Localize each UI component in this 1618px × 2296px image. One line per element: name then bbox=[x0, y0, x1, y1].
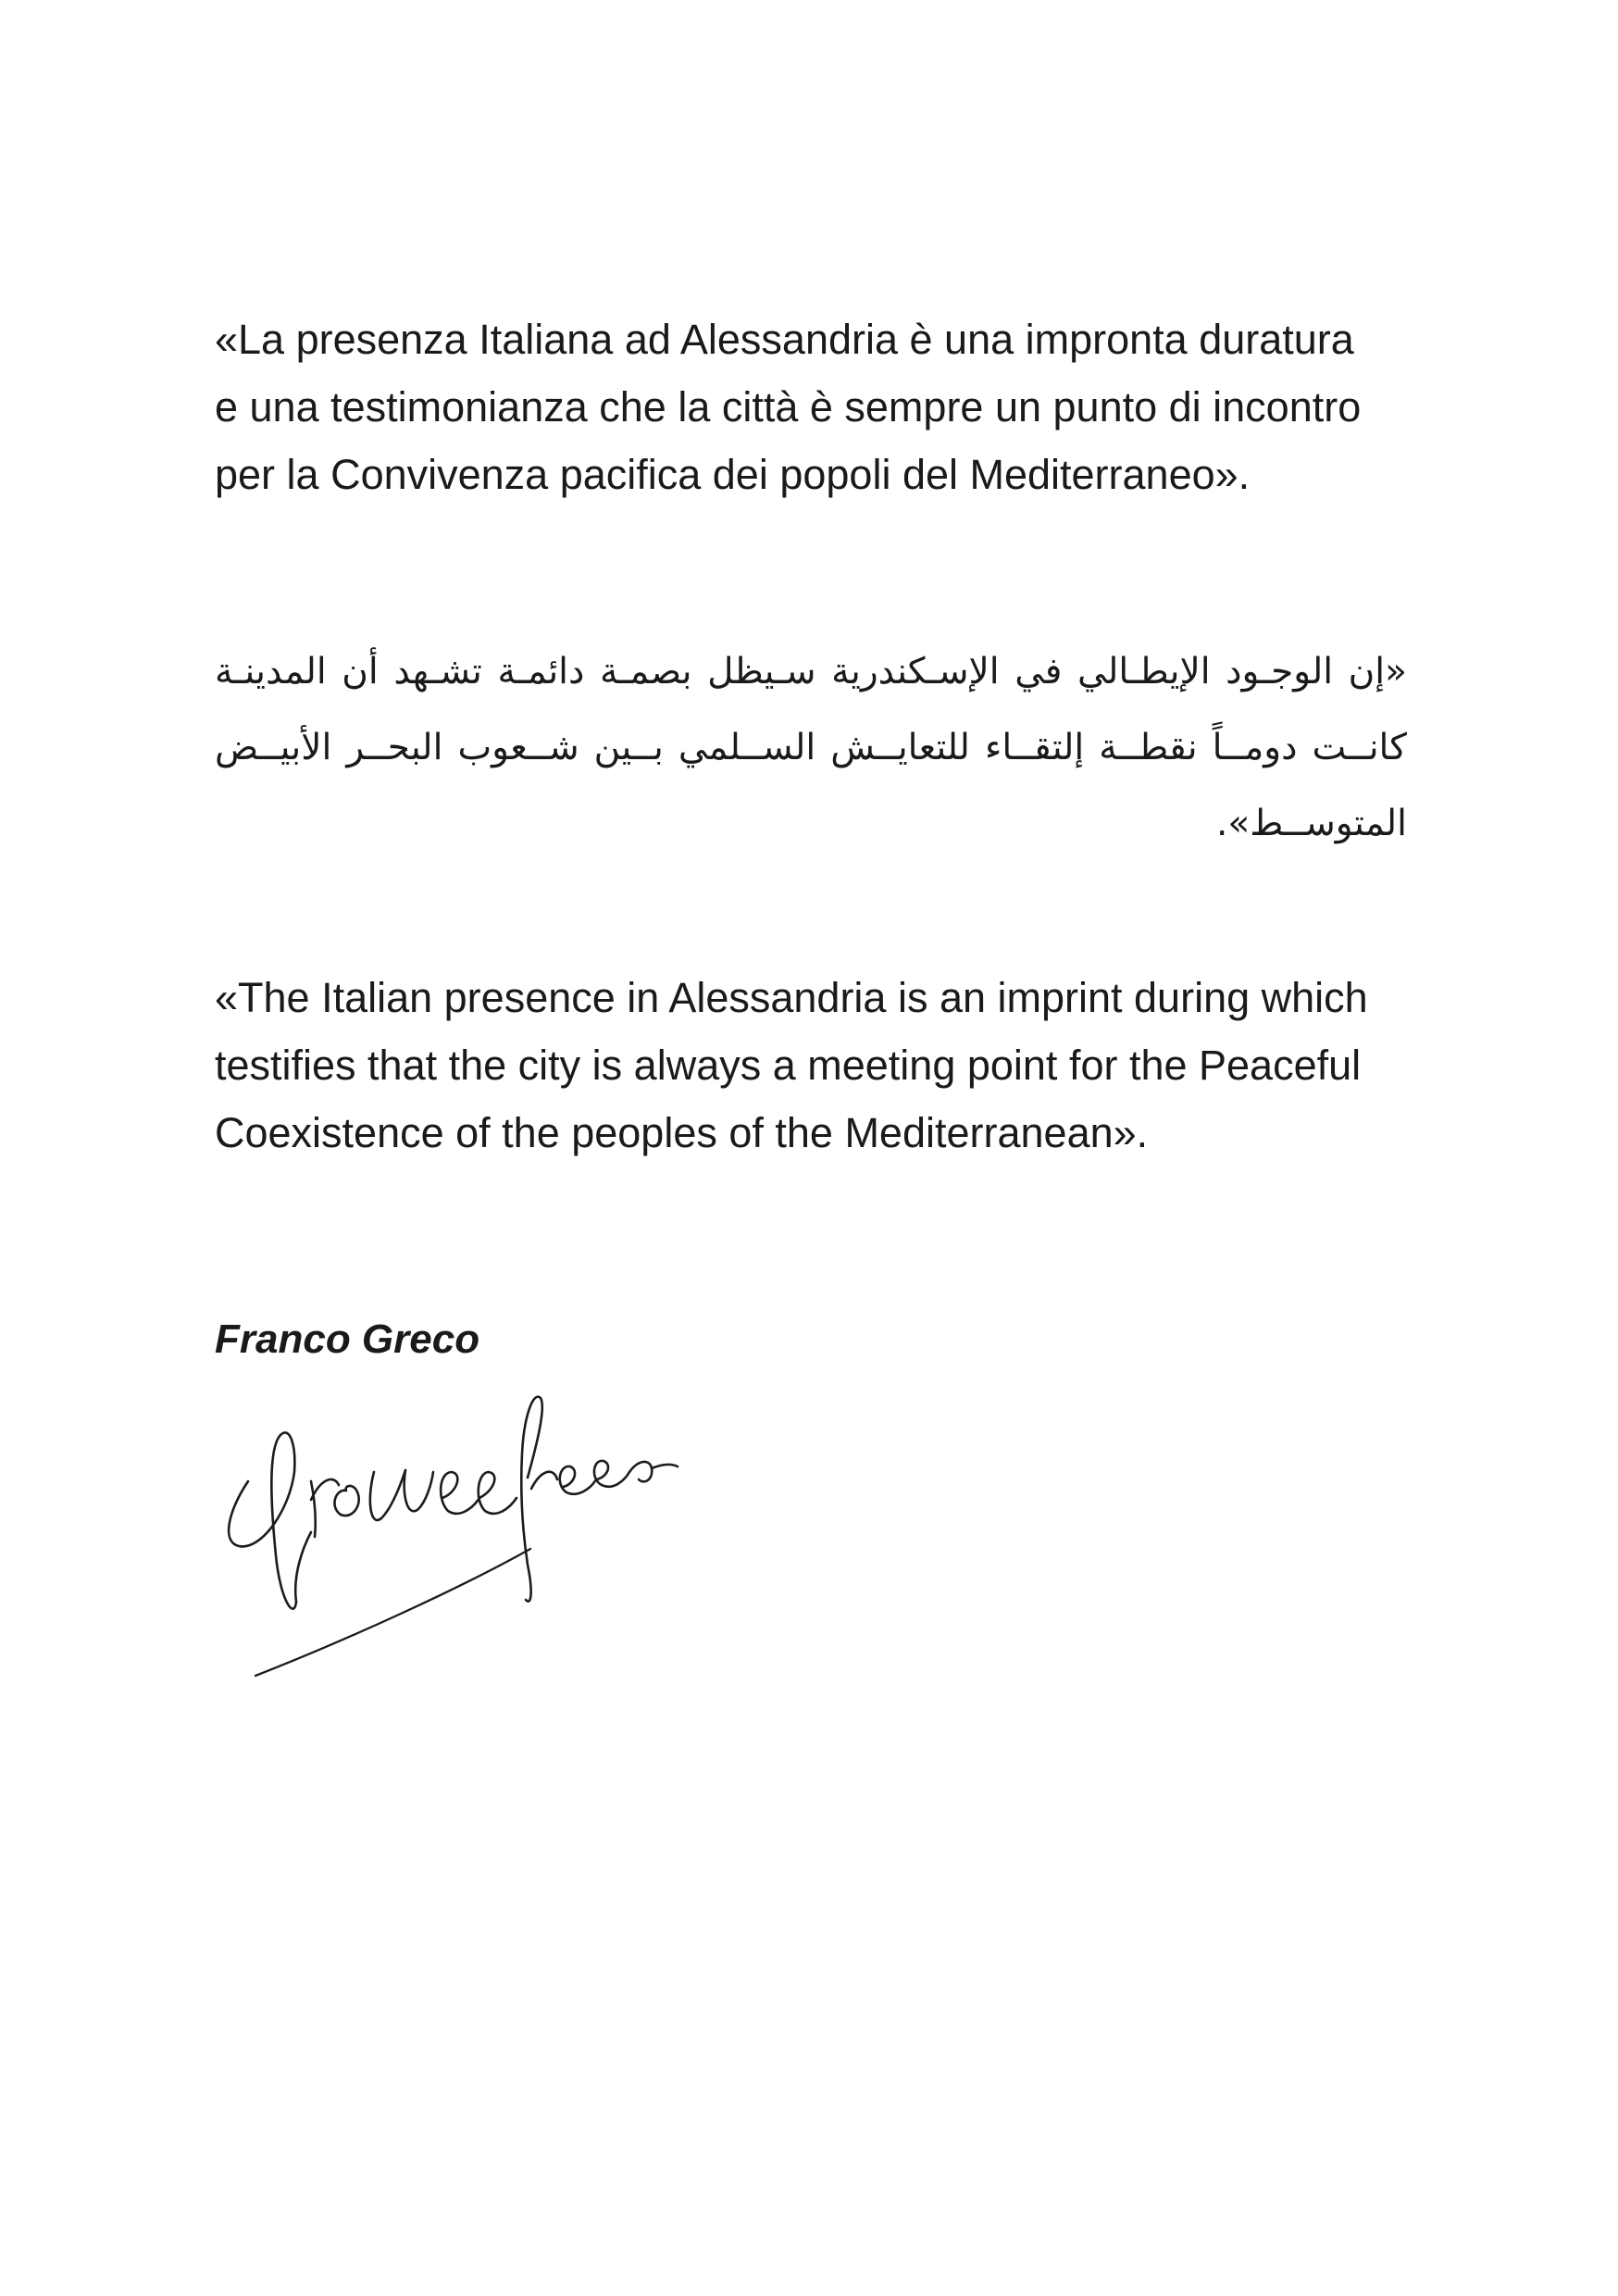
author-name: Franco Greco bbox=[215, 1316, 480, 1362]
arabic-quote bbox=[215, 634, 1407, 862]
english-quote-line: Coexistence of the peoples of the Mediterranean». bbox=[215, 1109, 1149, 1156]
arabic-quote-line: «إن الوجـود الإيطـالي في الإسـكندرية سـيظل بصمـة دائمـة تشـهد أن المدينـة bbox=[215, 651, 1407, 693]
arabic-quote-line: كانــت دومــاً نقطــة إلتقــاء للتعايــش الســلمي بــين شــعوب البحــر الأبيــض bbox=[215, 727, 1407, 768]
arabic-quote-line: المتوســط». bbox=[1216, 803, 1407, 844]
italian-quote bbox=[215, 306, 1418, 508]
italian-quote-line: per la Convivenza pacifica dei popoli del Mediterraneo». bbox=[215, 451, 1251, 498]
italian-quote-line: «La presenza Italiana ad Alessandria è una impronta duratura bbox=[215, 316, 1354, 363]
handwritten-signature bbox=[211, 1370, 711, 1685]
english-quote bbox=[215, 964, 1418, 1167]
italian-quote-line: e una testimonianza che la città è sempre un punto di incontro bbox=[215, 383, 1362, 430]
english-quote-line: testifies that the city is always a meeting point for the Peaceful bbox=[215, 1042, 1362, 1089]
english-quote-line: «The Italian presence in Alessandria is an imprint during which bbox=[215, 974, 1368, 1021]
